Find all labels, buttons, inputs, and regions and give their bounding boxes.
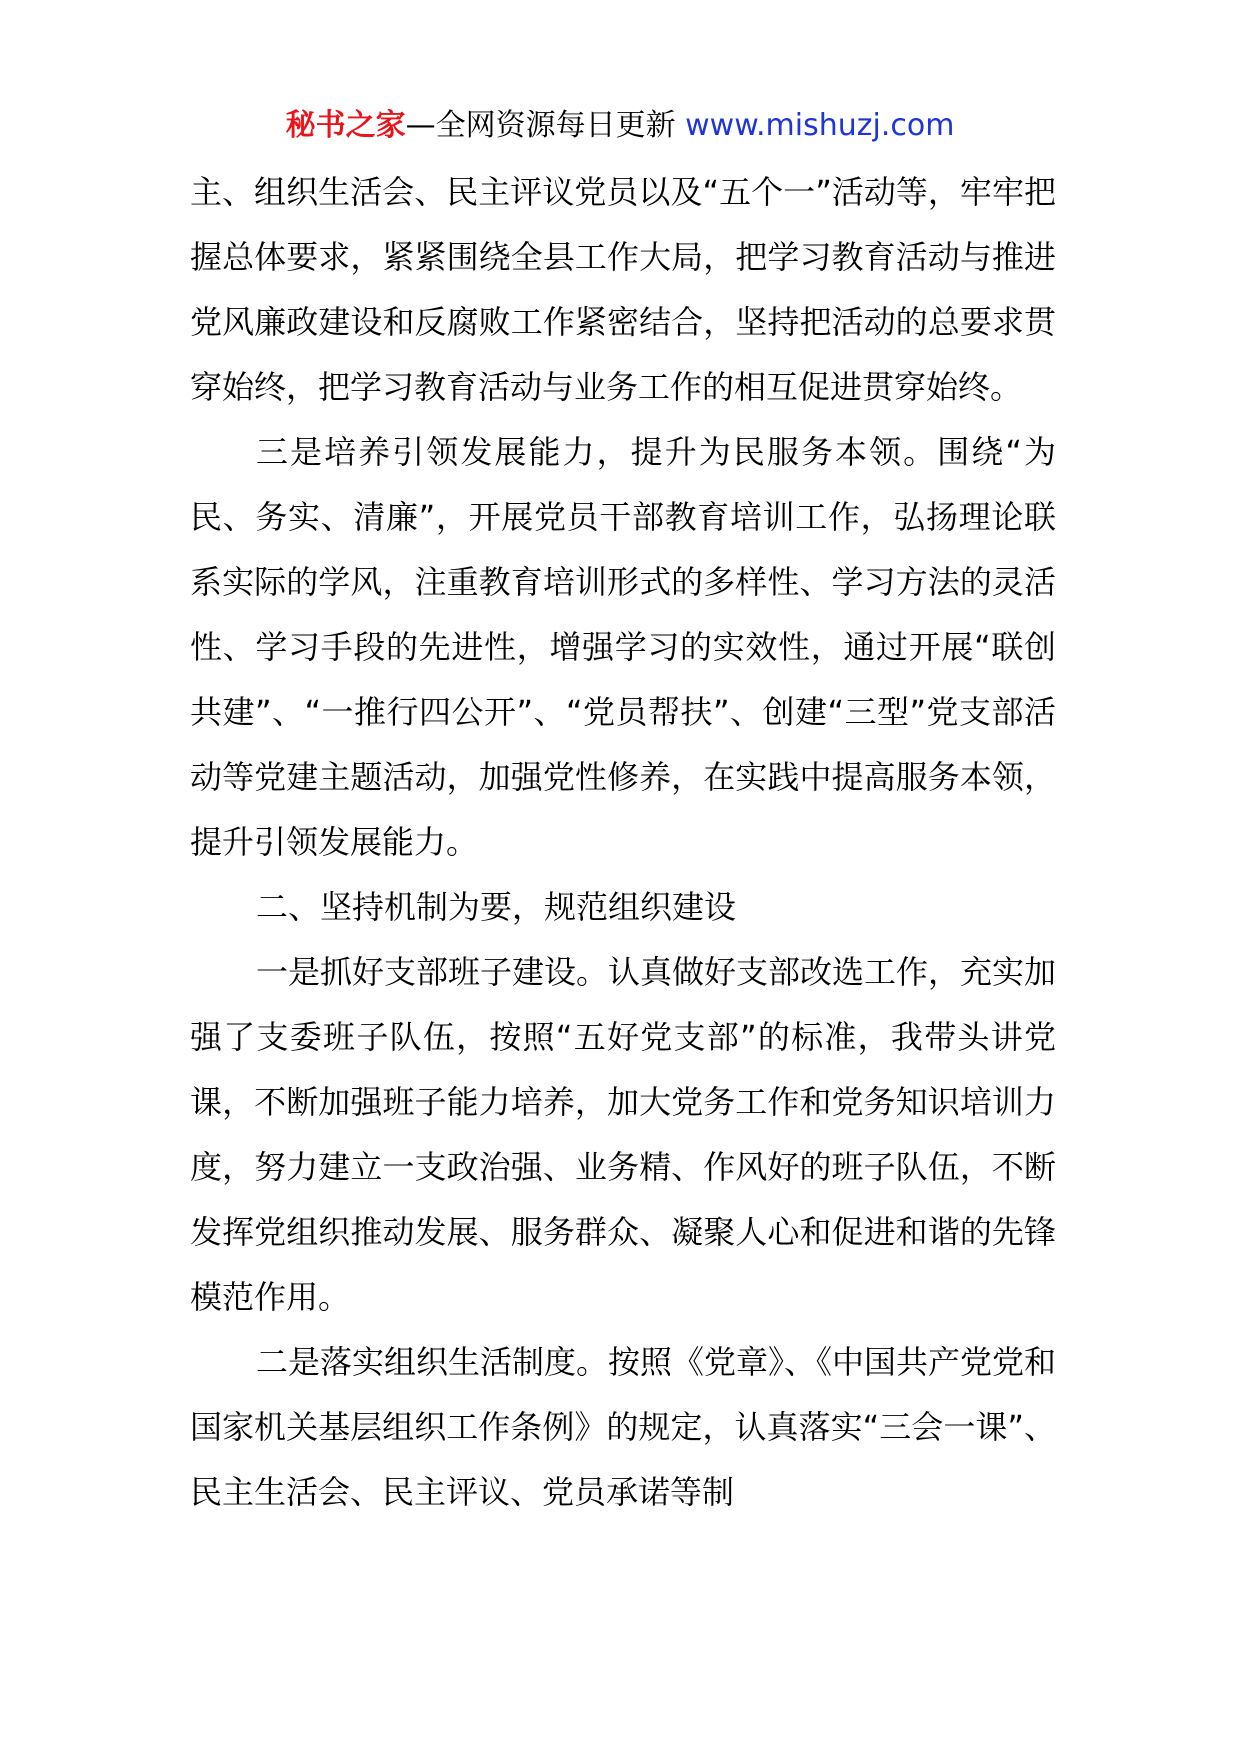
section-heading: 二、坚持机制为要，规范组织建设: [256, 888, 737, 926]
document-body: [190, 160, 1056, 1525]
paragraph-item-three: 三是培养引领发展能力，提升为民服务本领。围绕“为民、务实、清廉”，开展党员干部教育培训工作，弘扬理论联系实际的学风，注重教育培训形式的多样性、学习方法的灵活性、学习手段的先进性，增强学习的实效性，通过开展“联创共建”、“一推行四公开”、“党员帮扶”、创建“三型”党支部活动等党建主题活动，加强党性修养，在实践中提高服务本领，提升引领发展能力。: [190, 433, 1056, 861]
paragraph-continuation: 主、组织生活会、民主评议党员以及“五个一”活动等，牢牢把握总体要求，紧紧围绕全县工作大局，把学习教育活动与推进党风廉政建设和反腐败工作紧密结合，坚持把活动的总要求贯穿始终，把学习教育活动与业务工作的相互促进贯穿始终。: [190, 173, 1056, 406]
brand-name: 秘书之家: [285, 108, 406, 143]
website-link[interactable]: www.mishuzj.com: [685, 108, 955, 143]
paragraph-item-one: 一是抓好支部班子建设。认真做好支部改选工作，充实加强了支委班子队伍，按照“五好党支部”的标准，我带头讲党课，不断加强班子能力培养，加大党务工作和党务知识培训力度，努力建立一支政治强、业务精、作风好的班子队伍，不断发挥党组织推动发展、服务群众、凝聚人心和促进和谐的先锋模范作用。: [190, 953, 1057, 1316]
page-header: [0, 100, 1240, 152]
paragraph-item-two: 二是落实组织生活制度。按照《党章》、《中国共产党党和国家机关基层组织工作条例》的规定，认真落实“三会一课”、民主生活会、民主评议、党员承诺等制: [190, 1343, 1057, 1511]
header-tagline: —全网资源每日更新: [405, 108, 676, 143]
